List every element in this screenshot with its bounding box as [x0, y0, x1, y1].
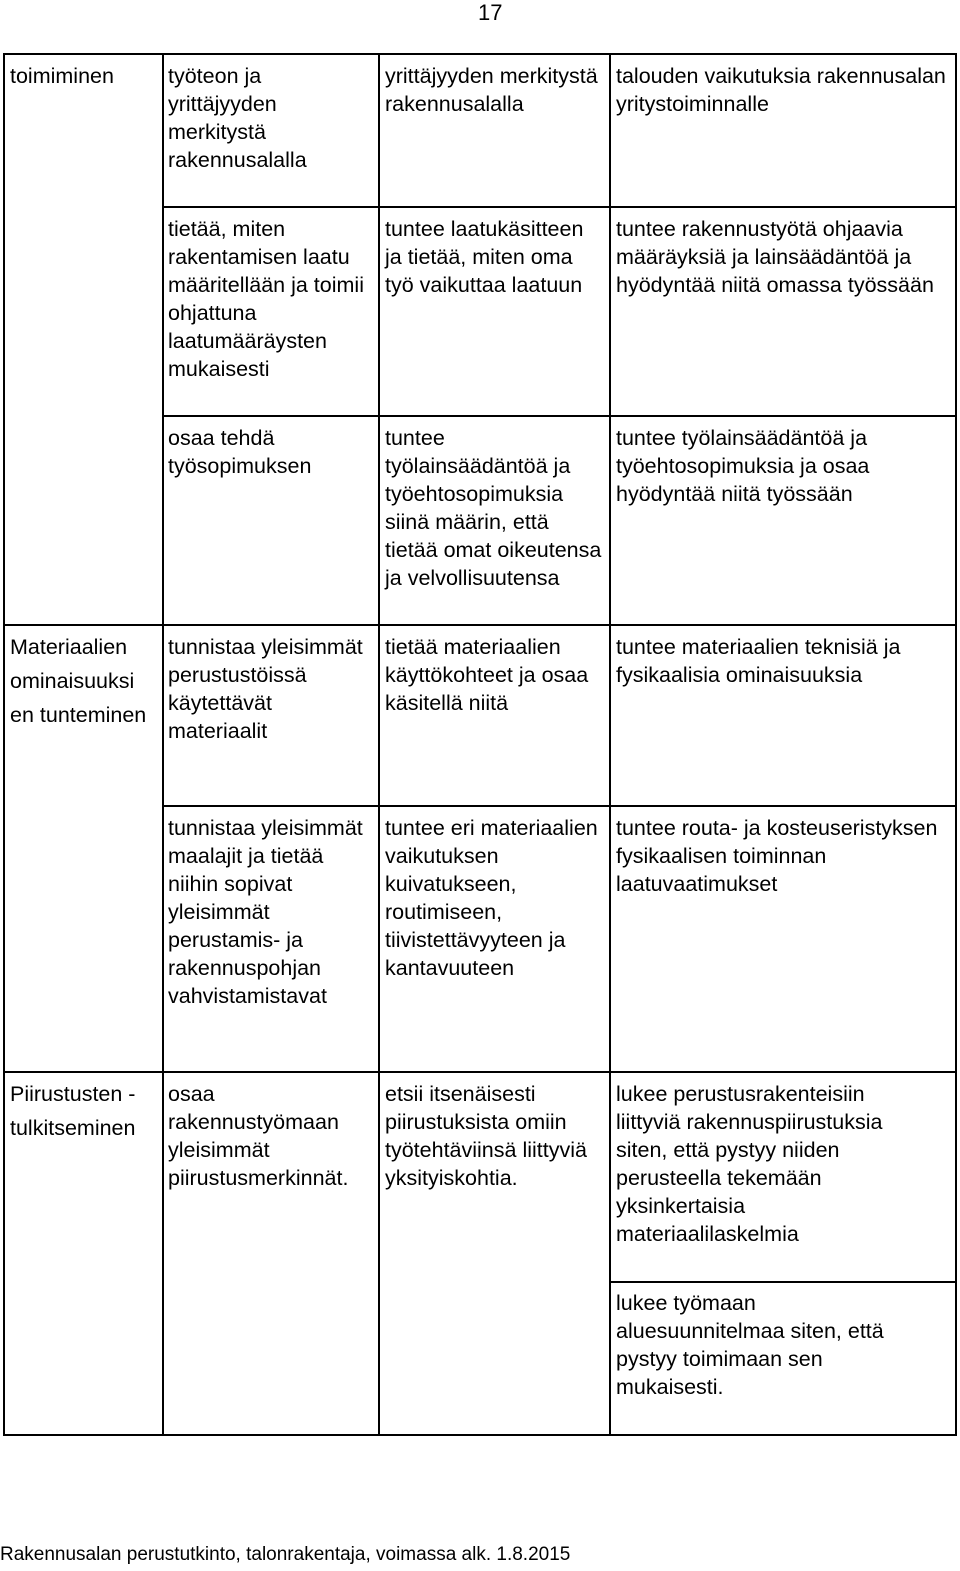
- table-cell: tuntee laatukäsitteen ja tietää, miten oma työ vaikuttaa laatuun: [385, 217, 584, 297]
- table-border-top: [3, 53, 956, 55]
- table-divider-col1: [162, 53, 164, 1436]
- page-number: 17: [478, 0, 503, 25]
- table-cell: etsii itsenäisesti piirustuksista omiin työtehtäviinsä liittyviä yksityiskohtia.: [385, 1082, 587, 1190]
- table-cell: tunnistaa yleisimmät maalajit ja tietää niihin sopivat yleisimmät perustamis- ja rakennuspohjan vahvistamistavat: [168, 816, 363, 1008]
- topic-cell: Materiaalien ominaisuuksi en tunteminen: [10, 635, 147, 727]
- table-border-right: [955, 53, 957, 1436]
- table-cell: tuntee materiaalien teknisiä ja fysikaalisia ominaisuuksia: [616, 635, 901, 687]
- table-cell: lukee työmaan aluesuunnitelmaa siten, että pystyy toimimaan sen mukaisesti.: [616, 1291, 884, 1399]
- row-divider-1: [162, 206, 956, 208]
- row-divider-4: [162, 805, 956, 807]
- row-divider-5: [3, 1071, 956, 1073]
- table-cell: yrittäjyyden merkitystä rakennusalalla: [385, 64, 598, 116]
- page-footer: Rakennusalan perustutkinto, talonrakentaja, voimassa alk. 1.8.2015: [0, 1544, 571, 1565]
- table-cell: tuntee työlainsäädäntöä ja työehtosopimuksia ja osaa hyödyntää niitä työssään: [616, 426, 870, 506]
- table-cell: tunnistaa yleisimmät perustustöissä käytettävät materiaalit: [168, 635, 363, 743]
- topic-cell: toimiminen: [10, 64, 114, 88]
- table-cell: osaa tehdä työsopimuksen: [168, 426, 312, 478]
- topic-cell: Piirustusten -tulkitseminen: [10, 1082, 136, 1140]
- row-divider-6: [609, 1281, 956, 1283]
- row-divider-2: [162, 415, 956, 417]
- row-divider-3: [3, 624, 956, 626]
- table-cell: työteon ja yrittäjyyden merkitystä rakennusalalla: [168, 64, 307, 172]
- table-cell: tuntee eri materiaalien vaikutuksen kuivatukseen, routimiseen, tiivistettävyyteen ja kantavuuteen: [385, 816, 598, 980]
- table-cell: lukee perustusrakenteisiin liittyviä rakennuspiirustuksia siten, että pystyy niiden perusteella tekemään yksinkertaisia materiaalilaskelmia: [616, 1082, 883, 1246]
- table-border-left: [3, 53, 5, 1436]
- table-divider-col3: [609, 53, 611, 1436]
- table-cell: tuntee routa- ja kosteuseristyksen fysikaalisen toiminnan laatuvaatimukset: [616, 816, 938, 896]
- table-divider-col2: [378, 53, 380, 1436]
- table-border-bottom: [3, 1434, 956, 1436]
- table-cell: tietää, miten rakentamisen laatu määritellään ja toimii ohjattuna laatumääräysten mukaisesti: [168, 217, 364, 381]
- table-cell: tuntee rakennustyötä ohjaavia määräyksiä ja lainsäädäntöä ja hyödyntää niitä omassa työssään: [616, 217, 934, 297]
- table-cell: talouden vaikutuksia rakennusalan yritystoiminnalle: [616, 64, 946, 116]
- table-cell: tietää materiaalien käyttökohteet ja osaa käsitellä niitä: [385, 635, 589, 715]
- table-cell: osaa rakennustyömaan yleisimmät piirustusmerkinnät.: [168, 1082, 349, 1190]
- table-cell: tuntee työlainsäädäntöä ja työehtosopimuksia siinä määrin, että tietää omat oikeutensa ja velvollisuutensa: [385, 426, 602, 590]
